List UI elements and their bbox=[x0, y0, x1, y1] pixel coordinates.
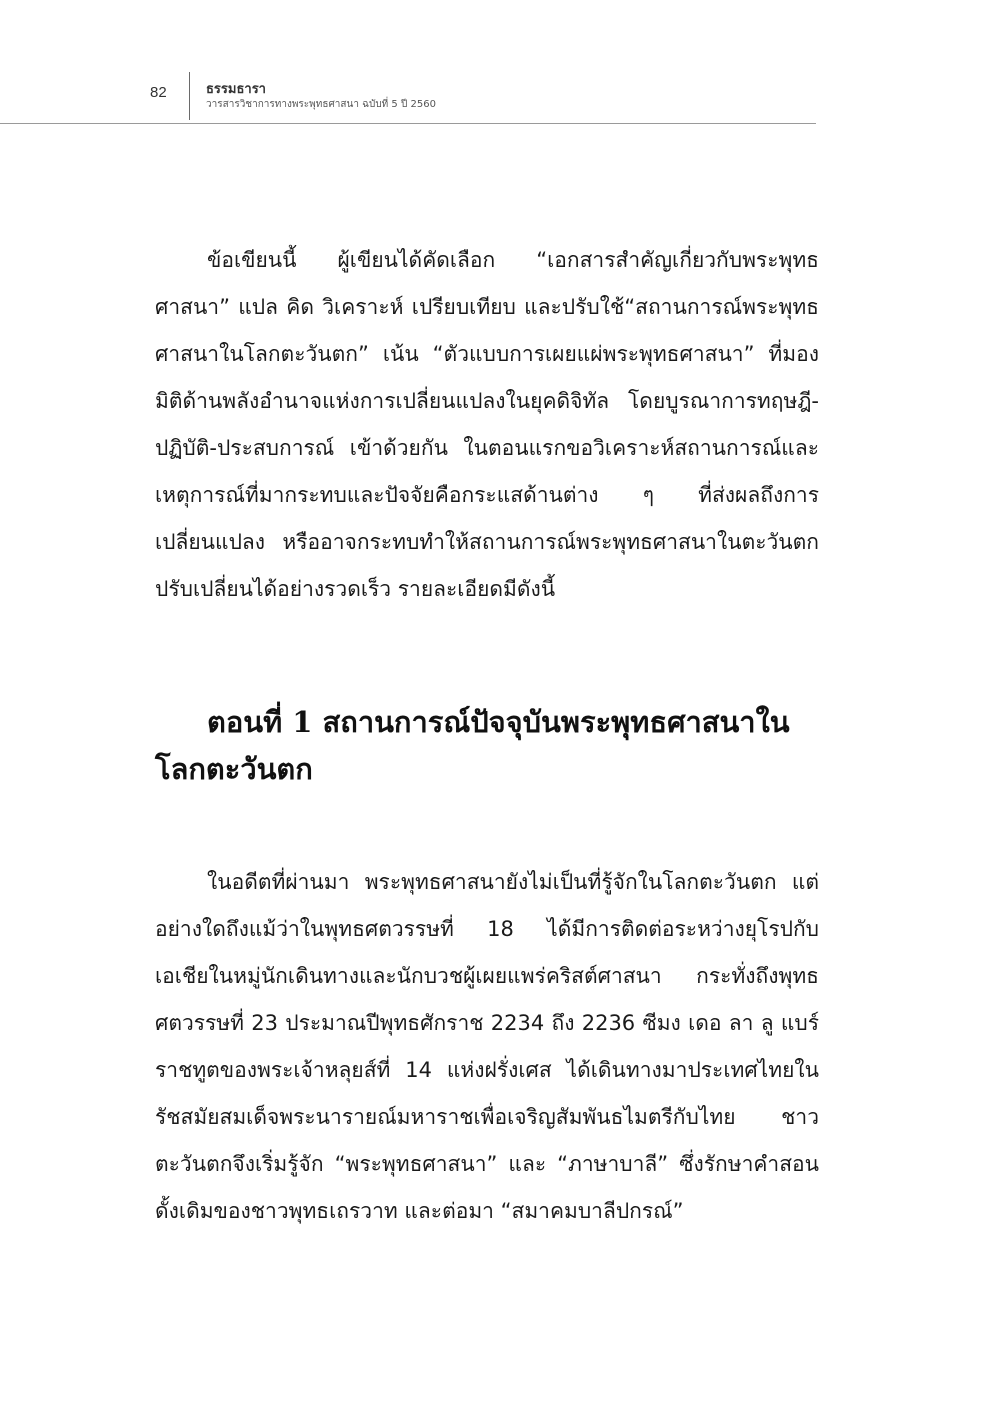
paragraph-intro: ข้อเขียนนี้ ผู้เขียนได้คัดเลือก “เอกสารสำคัญเกี่ยวกับพระพุทธศาสนา” แปล คิด วิเคราะห์ เปรียบเทียบ และปรับใช้“สถานการณ์พระพุทธศาสนาในโลกตะวันตก” เน้น “ตัวแบบการเผยแผ่พระพุทธศาสนา” ที่มองมิติด้านพลังอำนาจแห่งการเปลี่ยนแปลงในยุคดิจิทัล โดยบูรณาการทฤษฎี-ปฏิบัติ-ประสบการณ์ เข้าด้วยกัน ในตอนแรกขอวิเคราะห์สถานการณ์และเหตุการณ์ที่มากระทบและปัจจัยคือกระแสด้านต่าง ๆ ที่ส่งผลถึงการเปลี่ยนแปลง หรืออาจกระทบทำให้สถานการณ์พระพุทธศาสนาในตะวันตกปรับเปลี่ยนได้อย่างรวดเร็ว รายละเอียดมีดังนี้ bbox=[155, 248, 819, 601]
article-body bbox=[155, 237, 819, 1235]
page-header bbox=[0, 0, 1000, 124]
journal-name: ธรรมธารา bbox=[206, 82, 266, 97]
header-divider bbox=[189, 72, 190, 120]
section-heading: ตอนที่ 1 สถานการณ์ปัจจุบันพระพุทธศาสนาในโลกตะวันตก bbox=[155, 705, 790, 786]
header-rule bbox=[0, 123, 816, 124]
page-number: 82 bbox=[150, 84, 167, 101]
paragraph-history: ในอดีตที่ผ่านมา พระพุทธศาสนายังไม่เป็นที่รู้จักในโลกตะวันตก แต่อย่างใดถึงแม้ว่าในพุทธศตวรรษที่ 18 ได้มีการติดต่อระหว่างยุโรปกับเอเชียในหมู่นักเดินทางและนักบวชผู้เผยแพร่คริสต์ศาสนา กระทั่งถึงพุทธศตวรรษที่ 23 ประมาณปีพุทธศักราช 2234 ถึง 2236 ซีมง เดอ ลา ลู แบร์ ราชทูตของพระเจ้าหลุยส์ที่ 14 แห่งฝรั่งเศส ได้เดินทางมาประเทศไทยในรัชสมัยสมเด็จพระนารายณ์มหาราชเพื่อเจริญสัมพันธไมตรีกับไทย ชาวตะวันตกจึงเริ่มรู้จัก “พระพุทธศาสนา” และ “ภาษาบาลี” ซึ่งรักษาคำสอนดั้งเดิมของชาวพุทธเถรวาท และต่อมา “สมาคมบาลีปกรณ์” bbox=[155, 870, 819, 1223]
journal-subtitle: วารสารวิชาการทางพระพุทธศาสนา ฉบับที่ 5 ปี 2560 bbox=[206, 99, 436, 110]
